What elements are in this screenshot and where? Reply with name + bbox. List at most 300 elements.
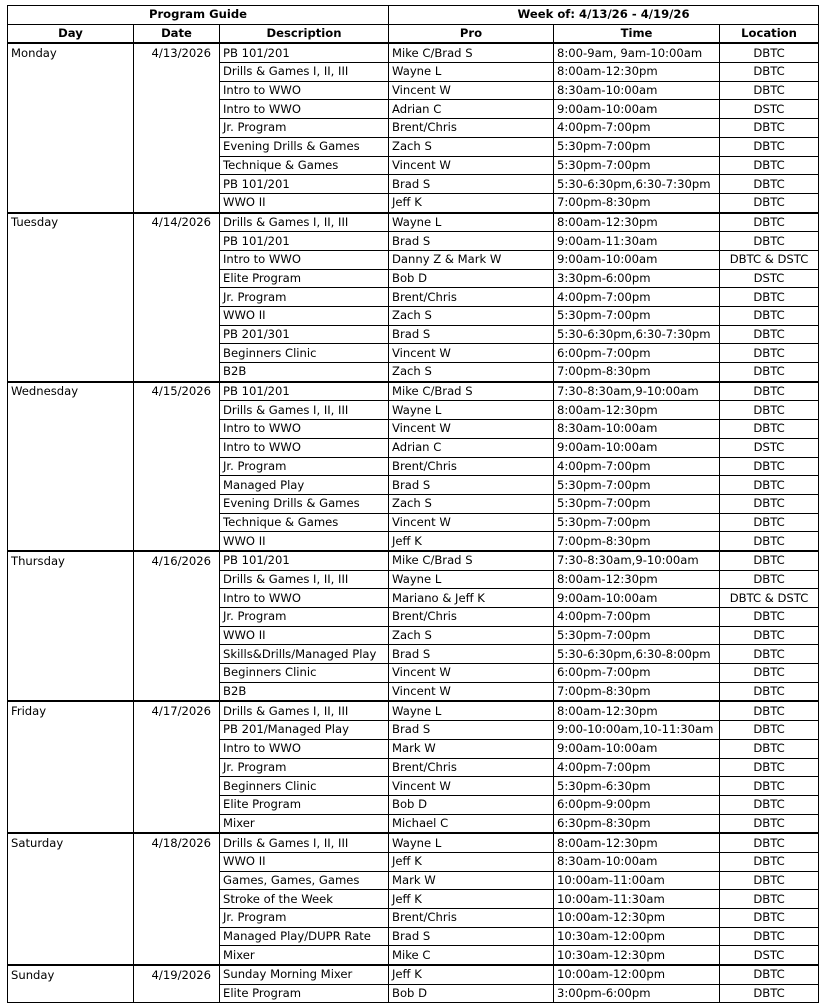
guide-title: Program Guide — [8, 6, 389, 25]
day-cell — [8, 307, 134, 326]
table-row — [8, 608, 819, 627]
time-cell: 10:00am-12:00pm — [554, 965, 720, 984]
pro-cell: Zach S — [389, 363, 554, 382]
pro-cell: Bob D — [389, 795, 554, 814]
location-cell: DBTC — [720, 420, 819, 439]
table-row — [8, 721, 819, 740]
table-row — [8, 984, 819, 1003]
pro-cell: Zach S — [389, 494, 554, 513]
table-row — [8, 420, 819, 439]
table-row — [8, 777, 819, 796]
time-cell: 10:00am-11:00am — [554, 871, 720, 890]
pro-cell: Wayne L — [389, 570, 554, 589]
table-row — [8, 269, 819, 288]
pro-cell: Mariano & Jeff K — [389, 589, 554, 608]
description-cell: Intro to WWO — [220, 81, 389, 100]
pro-cell: Jeff K — [389, 532, 554, 551]
description-cell: Intro to WWO — [220, 100, 389, 119]
time-cell: 3:30pm-6:00pm — [554, 269, 720, 288]
location-cell: DBTC — [720, 608, 819, 627]
location-cell: DBTC — [720, 777, 819, 796]
time-cell: 4:00pm-7:00pm — [554, 288, 720, 307]
date-cell — [134, 175, 220, 194]
pro-cell: Mike C/Brad S — [389, 551, 554, 570]
day-cell — [8, 721, 134, 740]
location-cell: DSTC — [720, 946, 819, 965]
date-cell — [134, 890, 220, 909]
pro-cell: Brad S — [389, 325, 554, 344]
time-cell: 7:00pm-8:30pm — [554, 193, 720, 212]
date-cell — [134, 494, 220, 513]
table-row — [8, 250, 819, 269]
location-cell: DBTC — [720, 626, 819, 645]
pro-cell: Brad S — [389, 721, 554, 740]
description-cell: Games, Games, Games — [220, 871, 389, 890]
date-cell: 4/14/2026 — [134, 213, 220, 232]
col-header-date: Date — [134, 24, 220, 43]
day-cell: Monday — [8, 43, 134, 62]
col-header-day: Day — [8, 24, 134, 43]
pro-cell: Brent/Chris — [389, 288, 554, 307]
time-cell: 4:00pm-7:00pm — [554, 758, 720, 777]
time-cell: 5:30pm-7:00pm — [554, 137, 720, 156]
location-cell: DBTC — [720, 457, 819, 476]
time-cell: 8:00am-12:30pm — [554, 833, 720, 852]
location-cell: DBTC — [720, 927, 819, 946]
date-cell — [134, 871, 220, 890]
date-cell — [134, 814, 220, 833]
location-cell: DBTC — [720, 682, 819, 701]
pro-cell: Bob D — [389, 984, 554, 1003]
description-cell: Technique & Games — [220, 156, 389, 175]
time-cell: 7:00pm-8:30pm — [554, 532, 720, 551]
time-cell: 7:00pm-8:30pm — [554, 363, 720, 382]
date-cell — [134, 570, 220, 589]
description-cell: PB 201/Managed Play — [220, 721, 389, 740]
date-cell — [134, 307, 220, 326]
date-cell — [134, 269, 220, 288]
description-cell: Managed Play/DUPR Rate — [220, 927, 389, 946]
table-row — [8, 852, 819, 871]
time-cell: 6:00pm-9:00pm — [554, 795, 720, 814]
day-cell: Friday — [8, 701, 134, 720]
description-cell: B2B — [220, 682, 389, 701]
pro-cell: Brad S — [389, 232, 554, 251]
table-row — [8, 156, 819, 175]
location-cell: DBTC — [720, 664, 819, 683]
day-cell — [8, 344, 134, 363]
date-cell — [134, 137, 220, 156]
table-row — [8, 833, 819, 852]
week-label: Week of: 4/13/26 - 4/19/26 — [389, 6, 819, 25]
pro-cell: Wayne L — [389, 401, 554, 420]
day-cell — [8, 137, 134, 156]
location-cell: DBTC — [720, 137, 819, 156]
pro-cell: Vincent W — [389, 81, 554, 100]
day-cell — [8, 814, 134, 833]
description-cell: Evening Drills & Games — [220, 137, 389, 156]
col-header-pro: Pro — [389, 24, 554, 43]
description-cell: Intro to WWO — [220, 250, 389, 269]
pro-cell: Wayne L — [389, 833, 554, 852]
day-cell: Sunday — [8, 965, 134, 984]
description-cell: WWO II — [220, 193, 389, 212]
time-cell: 8:00am-12:30pm — [554, 570, 720, 589]
date-cell — [134, 909, 220, 928]
day-cell — [8, 288, 134, 307]
pro-cell: Brad S — [389, 927, 554, 946]
pro-cell: Vincent W — [389, 777, 554, 796]
description-cell: WWO II — [220, 626, 389, 645]
description-cell: B2B — [220, 363, 389, 382]
location-cell: DBTC — [720, 701, 819, 720]
time-cell: 9:00am-10:00am — [554, 438, 720, 457]
pro-cell: Wayne L — [389, 63, 554, 82]
day-cell — [8, 420, 134, 439]
description-cell: Intro to WWO — [220, 420, 389, 439]
location-cell: DSTC — [720, 269, 819, 288]
description-cell: Managed Play — [220, 476, 389, 495]
day-cell — [8, 890, 134, 909]
date-cell — [134, 739, 220, 758]
date-cell: 4/16/2026 — [134, 551, 220, 570]
table-row — [8, 100, 819, 119]
date-cell — [134, 795, 220, 814]
date-cell — [134, 63, 220, 82]
day-cell — [8, 401, 134, 420]
day-cell — [8, 626, 134, 645]
table-row — [8, 626, 819, 645]
location-cell: DBTC — [720, 344, 819, 363]
date-cell — [134, 927, 220, 946]
description-cell: PB 101/201 — [220, 175, 389, 194]
table-row — [8, 81, 819, 100]
date-cell — [134, 946, 220, 965]
table-row — [8, 739, 819, 758]
table-row — [8, 43, 819, 62]
table-row — [8, 551, 819, 570]
col-header-location: Location — [720, 24, 819, 43]
description-cell: Skills&Drills/Managed Play — [220, 645, 389, 664]
table-row — [8, 382, 819, 401]
day-cell — [8, 589, 134, 608]
day-cell — [8, 570, 134, 589]
description-cell: Sunday Morning Mixer — [220, 965, 389, 984]
time-cell: 6:00pm-7:00pm — [554, 344, 720, 363]
description-cell: Jr. Program — [220, 457, 389, 476]
day-cell — [8, 927, 134, 946]
day-cell — [8, 758, 134, 777]
description-cell: PB 101/201 — [220, 382, 389, 401]
day-cell — [8, 363, 134, 382]
location-cell: DBTC — [720, 513, 819, 532]
description-cell: Intro to WWO — [220, 739, 389, 758]
location-cell: DBTC — [720, 43, 819, 62]
description-cell: WWO II — [220, 307, 389, 326]
description-cell: Jr. Program — [220, 758, 389, 777]
time-cell: 5:30-6:30pm,6:30-7:30pm — [554, 175, 720, 194]
time-cell: 8:00am-12:30pm — [554, 701, 720, 720]
table-row — [8, 965, 819, 984]
date-cell — [134, 682, 220, 701]
day-cell — [8, 438, 134, 457]
pro-cell: Mike C — [389, 946, 554, 965]
time-cell: 5:30pm-7:00pm — [554, 476, 720, 495]
date-cell — [134, 664, 220, 683]
table-row — [8, 946, 819, 965]
table-row — [8, 325, 819, 344]
day-cell — [8, 777, 134, 796]
date-cell — [134, 100, 220, 119]
pro-cell: Danny Z & Mark W — [389, 250, 554, 269]
pro-cell: Brad S — [389, 175, 554, 194]
time-cell: 9:00am-11:30am — [554, 232, 720, 251]
time-cell: 8:00-9am, 9am-10:00am — [554, 43, 720, 62]
pro-cell: Wayne L — [389, 701, 554, 720]
location-cell: DBTC — [720, 721, 819, 740]
table-row — [8, 193, 819, 212]
day-cell — [8, 63, 134, 82]
location-cell: DBTC — [720, 476, 819, 495]
day-cell — [8, 494, 134, 513]
description-cell: Beginners Clinic — [220, 344, 389, 363]
date-cell — [134, 232, 220, 251]
date-cell — [134, 81, 220, 100]
description-cell: Drills & Games I, II, III — [220, 401, 389, 420]
day-cell — [8, 532, 134, 551]
time-cell: 4:00pm-7:00pm — [554, 608, 720, 627]
time-cell: 7:30-8:30am,9-10:00am — [554, 382, 720, 401]
date-cell — [134, 513, 220, 532]
location-cell: DBTC — [720, 795, 819, 814]
pro-cell: Wayne L — [389, 213, 554, 232]
description-cell: Drills & Games I, II, III — [220, 701, 389, 720]
time-cell: 8:00am-12:30pm — [554, 401, 720, 420]
description-cell: Drills & Games I, II, III — [220, 63, 389, 82]
location-cell: DBTC — [720, 739, 819, 758]
description-cell: Drills & Games I, II, III — [220, 833, 389, 852]
date-cell — [134, 420, 220, 439]
pro-cell: Mark W — [389, 871, 554, 890]
time-cell: 5:30pm-7:00pm — [554, 626, 720, 645]
date-cell — [134, 608, 220, 627]
location-cell: DBTC — [720, 532, 819, 551]
table-row — [8, 494, 819, 513]
location-cell: DBTC — [720, 814, 819, 833]
pro-cell: Vincent W — [389, 420, 554, 439]
description-cell: Stroke of the Week — [220, 890, 389, 909]
date-cell — [134, 325, 220, 344]
pro-cell: Mike C/Brad S — [389, 382, 554, 401]
day-cell — [8, 193, 134, 212]
time-cell: 5:30-6:30pm,6:30-8:00pm — [554, 645, 720, 664]
table-row — [8, 645, 819, 664]
date-cell: 4/13/2026 — [134, 43, 220, 62]
day-cell — [8, 852, 134, 871]
date-cell — [134, 984, 220, 1003]
location-cell: DBTC — [720, 363, 819, 382]
day-cell — [8, 457, 134, 476]
date-cell — [134, 758, 220, 777]
pro-cell: Mark W — [389, 739, 554, 758]
day-cell — [8, 871, 134, 890]
time-cell: 4:00pm-7:00pm — [554, 119, 720, 138]
pro-cell: Brad S — [389, 645, 554, 664]
pro-cell: Adrian C — [389, 100, 554, 119]
day-cell — [8, 645, 134, 664]
table-row — [8, 119, 819, 138]
column-header-row — [8, 24, 819, 43]
location-cell: DBTC — [720, 213, 819, 232]
description-cell: PB 101/201 — [220, 43, 389, 62]
date-cell — [134, 363, 220, 382]
location-cell: DBTC & DSTC — [720, 250, 819, 269]
location-cell: DBTC — [720, 551, 819, 570]
description-cell: Intro to WWO — [220, 438, 389, 457]
table-row — [8, 288, 819, 307]
pro-cell: Jeff K — [389, 890, 554, 909]
table-row — [8, 438, 819, 457]
day-cell — [8, 682, 134, 701]
description-cell: Jr. Program — [220, 288, 389, 307]
day-cell: Tuesday — [8, 213, 134, 232]
location-cell: DBTC — [720, 494, 819, 513]
day-cell — [8, 513, 134, 532]
description-cell: PB 101/201 — [220, 551, 389, 570]
program-guide-table — [7, 5, 819, 1003]
location-cell: DBTC — [720, 175, 819, 194]
location-cell: DBTC — [720, 965, 819, 984]
date-cell — [134, 476, 220, 495]
day-cell — [8, 100, 134, 119]
table-row — [8, 457, 819, 476]
location-cell: DBTC — [720, 63, 819, 82]
day-cell — [8, 232, 134, 251]
location-cell: DBTC — [720, 909, 819, 928]
description-cell: Jr. Program — [220, 119, 389, 138]
description-cell: Mixer — [220, 946, 389, 965]
table-row — [8, 664, 819, 683]
location-cell: DBTC — [720, 193, 819, 212]
description-cell: Elite Program — [220, 795, 389, 814]
pro-cell: Vincent W — [389, 156, 554, 175]
time-cell: 7:30-8:30am,9-10:00am — [554, 551, 720, 570]
date-cell — [134, 532, 220, 551]
date-cell: 4/17/2026 — [134, 701, 220, 720]
day-cell — [8, 250, 134, 269]
table-row — [8, 63, 819, 82]
time-cell: 5:30pm-7:00pm — [554, 156, 720, 175]
time-cell: 6:00pm-7:00pm — [554, 664, 720, 683]
date-cell — [134, 193, 220, 212]
date-cell — [134, 777, 220, 796]
table-row — [8, 701, 819, 720]
date-cell — [134, 119, 220, 138]
day-cell — [8, 739, 134, 758]
description-cell: PB 101/201 — [220, 232, 389, 251]
date-cell — [134, 721, 220, 740]
pro-cell: Michael C — [389, 814, 554, 833]
date-cell — [134, 457, 220, 476]
day-cell — [8, 156, 134, 175]
time-cell: 10:30am-12:00pm — [554, 927, 720, 946]
location-cell: DBTC — [720, 307, 819, 326]
day-cell — [8, 909, 134, 928]
description-cell: Beginners Clinic — [220, 777, 389, 796]
table-row — [8, 232, 819, 251]
location-cell: DBTC — [720, 852, 819, 871]
table-row — [8, 589, 819, 608]
table-row — [8, 307, 819, 326]
pro-cell: Adrian C — [389, 438, 554, 457]
day-cell — [8, 119, 134, 138]
description-cell: WWO II — [220, 532, 389, 551]
date-cell — [134, 589, 220, 608]
location-cell: DBTC — [720, 382, 819, 401]
pro-cell: Bob D — [389, 269, 554, 288]
date-cell — [134, 156, 220, 175]
day-cell — [8, 608, 134, 627]
pro-cell: Vincent W — [389, 682, 554, 701]
table-row — [8, 513, 819, 532]
table-row — [8, 682, 819, 701]
day-cell — [8, 476, 134, 495]
date-cell — [134, 250, 220, 269]
table-row — [8, 795, 819, 814]
pro-cell: Zach S — [389, 137, 554, 156]
day-cell: Thursday — [8, 551, 134, 570]
location-cell: DBTC — [720, 119, 819, 138]
day-cell — [8, 795, 134, 814]
time-cell: 8:00am-12:30pm — [554, 213, 720, 232]
table-row — [8, 175, 819, 194]
description-cell: PB 201/301 — [220, 325, 389, 344]
location-cell: DBTC — [720, 570, 819, 589]
table-row — [8, 401, 819, 420]
pro-cell: Vincent W — [389, 344, 554, 363]
location-cell: DBTC — [720, 890, 819, 909]
date-cell: 4/15/2026 — [134, 382, 220, 401]
description-cell: Jr. Program — [220, 909, 389, 928]
day-cell: Saturday — [8, 833, 134, 852]
date-cell — [134, 645, 220, 664]
location-cell: DSTC — [720, 100, 819, 119]
location-cell: DBTC — [720, 325, 819, 344]
time-cell: 8:30am-10:00am — [554, 81, 720, 100]
time-cell: 9:00am-10:00am — [554, 100, 720, 119]
date-cell: 4/18/2026 — [134, 833, 220, 852]
time-cell: 4:00pm-7:00pm — [554, 457, 720, 476]
date-cell — [134, 852, 220, 871]
table-row — [8, 137, 819, 156]
date-cell — [134, 438, 220, 457]
location-cell: DBTC — [720, 871, 819, 890]
pro-cell: Brad S — [389, 476, 554, 495]
description-cell: Drills & Games I, II, III — [220, 570, 389, 589]
location-cell: DBTC — [720, 81, 819, 100]
table-row — [8, 476, 819, 495]
time-cell: 5:30pm-7:00pm — [554, 307, 720, 326]
description-cell: Drills & Games I, II, III — [220, 213, 389, 232]
col-header-description: Description — [220, 24, 389, 43]
location-cell: DBTC — [720, 288, 819, 307]
description-cell: Evening Drills & Games — [220, 494, 389, 513]
location-cell: DBTC — [720, 401, 819, 420]
table-row — [8, 927, 819, 946]
location-cell: DBTC — [720, 645, 819, 664]
pro-cell: Jeff K — [389, 193, 554, 212]
location-cell: DBTC — [720, 232, 819, 251]
